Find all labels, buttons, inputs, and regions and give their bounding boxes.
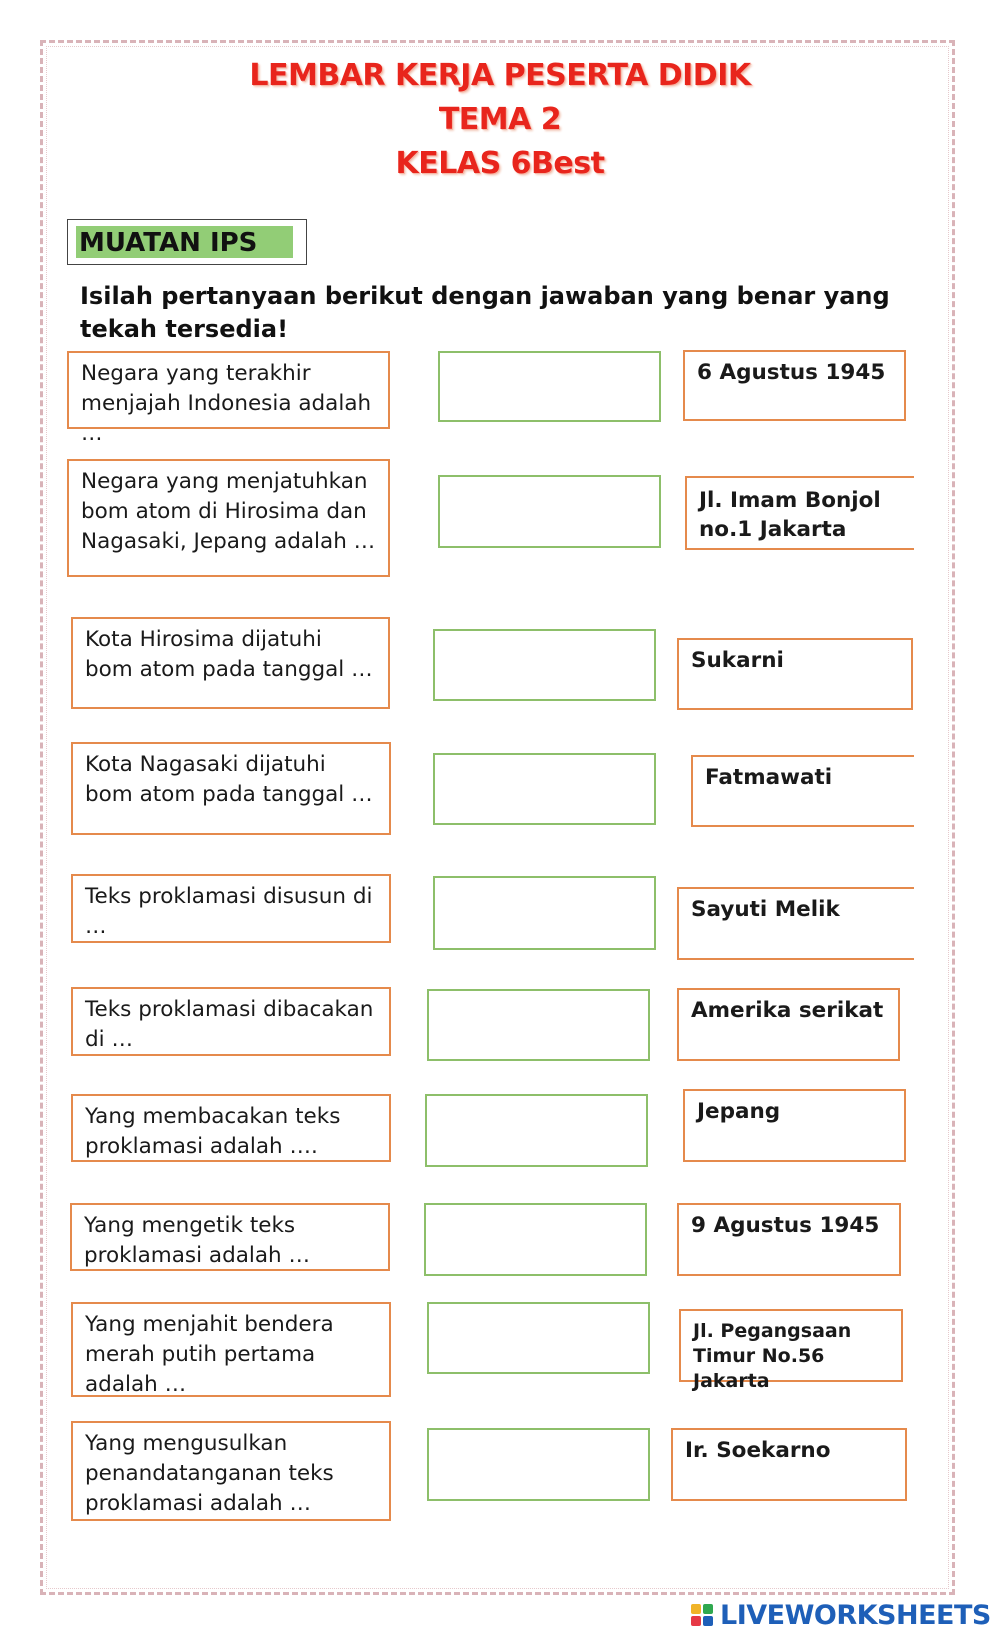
answer-box-3[interactable] xyxy=(433,629,656,701)
option-6[interactable]: Amerika serikat xyxy=(677,988,900,1061)
option-1[interactable]: 6 Agustus 1945 xyxy=(683,350,906,421)
answer-box-7[interactable] xyxy=(425,1094,648,1167)
answer-box-2[interactable] xyxy=(438,475,661,548)
answer-box-9[interactable] xyxy=(427,1302,650,1374)
answer-box-8[interactable] xyxy=(424,1203,647,1276)
instruction-text: Isilah pertanyaan berikut dengan jawaban yang benar yang tekah tersedia! xyxy=(80,282,890,343)
question-4: Kota Nagasaki dijatuhi bom atom pada tanggal … xyxy=(71,742,391,835)
question-9: Yang menjahit bendera merah putih pertama adalah … xyxy=(71,1302,391,1397)
option-8[interactable]: 9 Agustus 1945 xyxy=(677,1203,901,1276)
liveworksheets-logo-icon xyxy=(690,1602,716,1628)
option-3[interactable]: Sukarni xyxy=(677,638,913,710)
question-10: Yang mengusulkan penandatanganan teks proklamasi adalah … xyxy=(71,1421,391,1521)
worksheet-title: LEMBAR KERJA PESERTA DIDIK xyxy=(249,58,751,93)
option-7[interactable]: Jepang xyxy=(683,1089,906,1162)
question-6: Teks proklamasi dibacakan di … xyxy=(71,987,391,1056)
question-7: Yang membacakan teks proklamasi adalah …. xyxy=(71,1094,391,1162)
question-5: Teks proklamasi disusun di … xyxy=(71,874,391,943)
answer-box-4[interactable] xyxy=(433,753,656,825)
question-8: Yang mengetik teks proklamasi adalah … xyxy=(70,1203,390,1271)
option-4[interactable]: Fatmawati xyxy=(691,755,914,827)
question-3: Kota Hirosima dijatuhi bom atom pada tanggal … xyxy=(71,617,390,709)
answer-box-6[interactable] xyxy=(427,989,650,1061)
liveworksheets-logo[interactable] xyxy=(690,1597,991,1633)
option-5[interactable]: Sayuti Melik xyxy=(677,887,914,960)
answer-box-10[interactable] xyxy=(427,1428,650,1501)
answer-box-1[interactable] xyxy=(438,351,661,422)
answer-box-5[interactable] xyxy=(433,876,656,950)
liveworksheets-brand-text: LIVEWORKSHEETS xyxy=(720,1599,991,1631)
subject-label: MUATAN IPS xyxy=(76,226,293,258)
question-2: Negara yang menjatuhkan bom atom di Hirosima dan Nagasaki, Jepang adalah … xyxy=(67,459,390,577)
question-1: Negara yang terakhir menjajah Indonesia adalah … xyxy=(67,351,390,429)
theme-title: TEMA 2 xyxy=(438,102,562,137)
option-9[interactable]: Jl. Pegangsaan Timur No.56 Jakarta xyxy=(679,1309,903,1382)
option-2[interactable]: Jl. Imam Bonjol no.1 Jakarta xyxy=(685,476,914,550)
class-title: KELAS 6Best xyxy=(395,146,605,181)
subject-box xyxy=(67,219,307,265)
option-10[interactable]: Ir. Soekarno xyxy=(671,1428,907,1501)
